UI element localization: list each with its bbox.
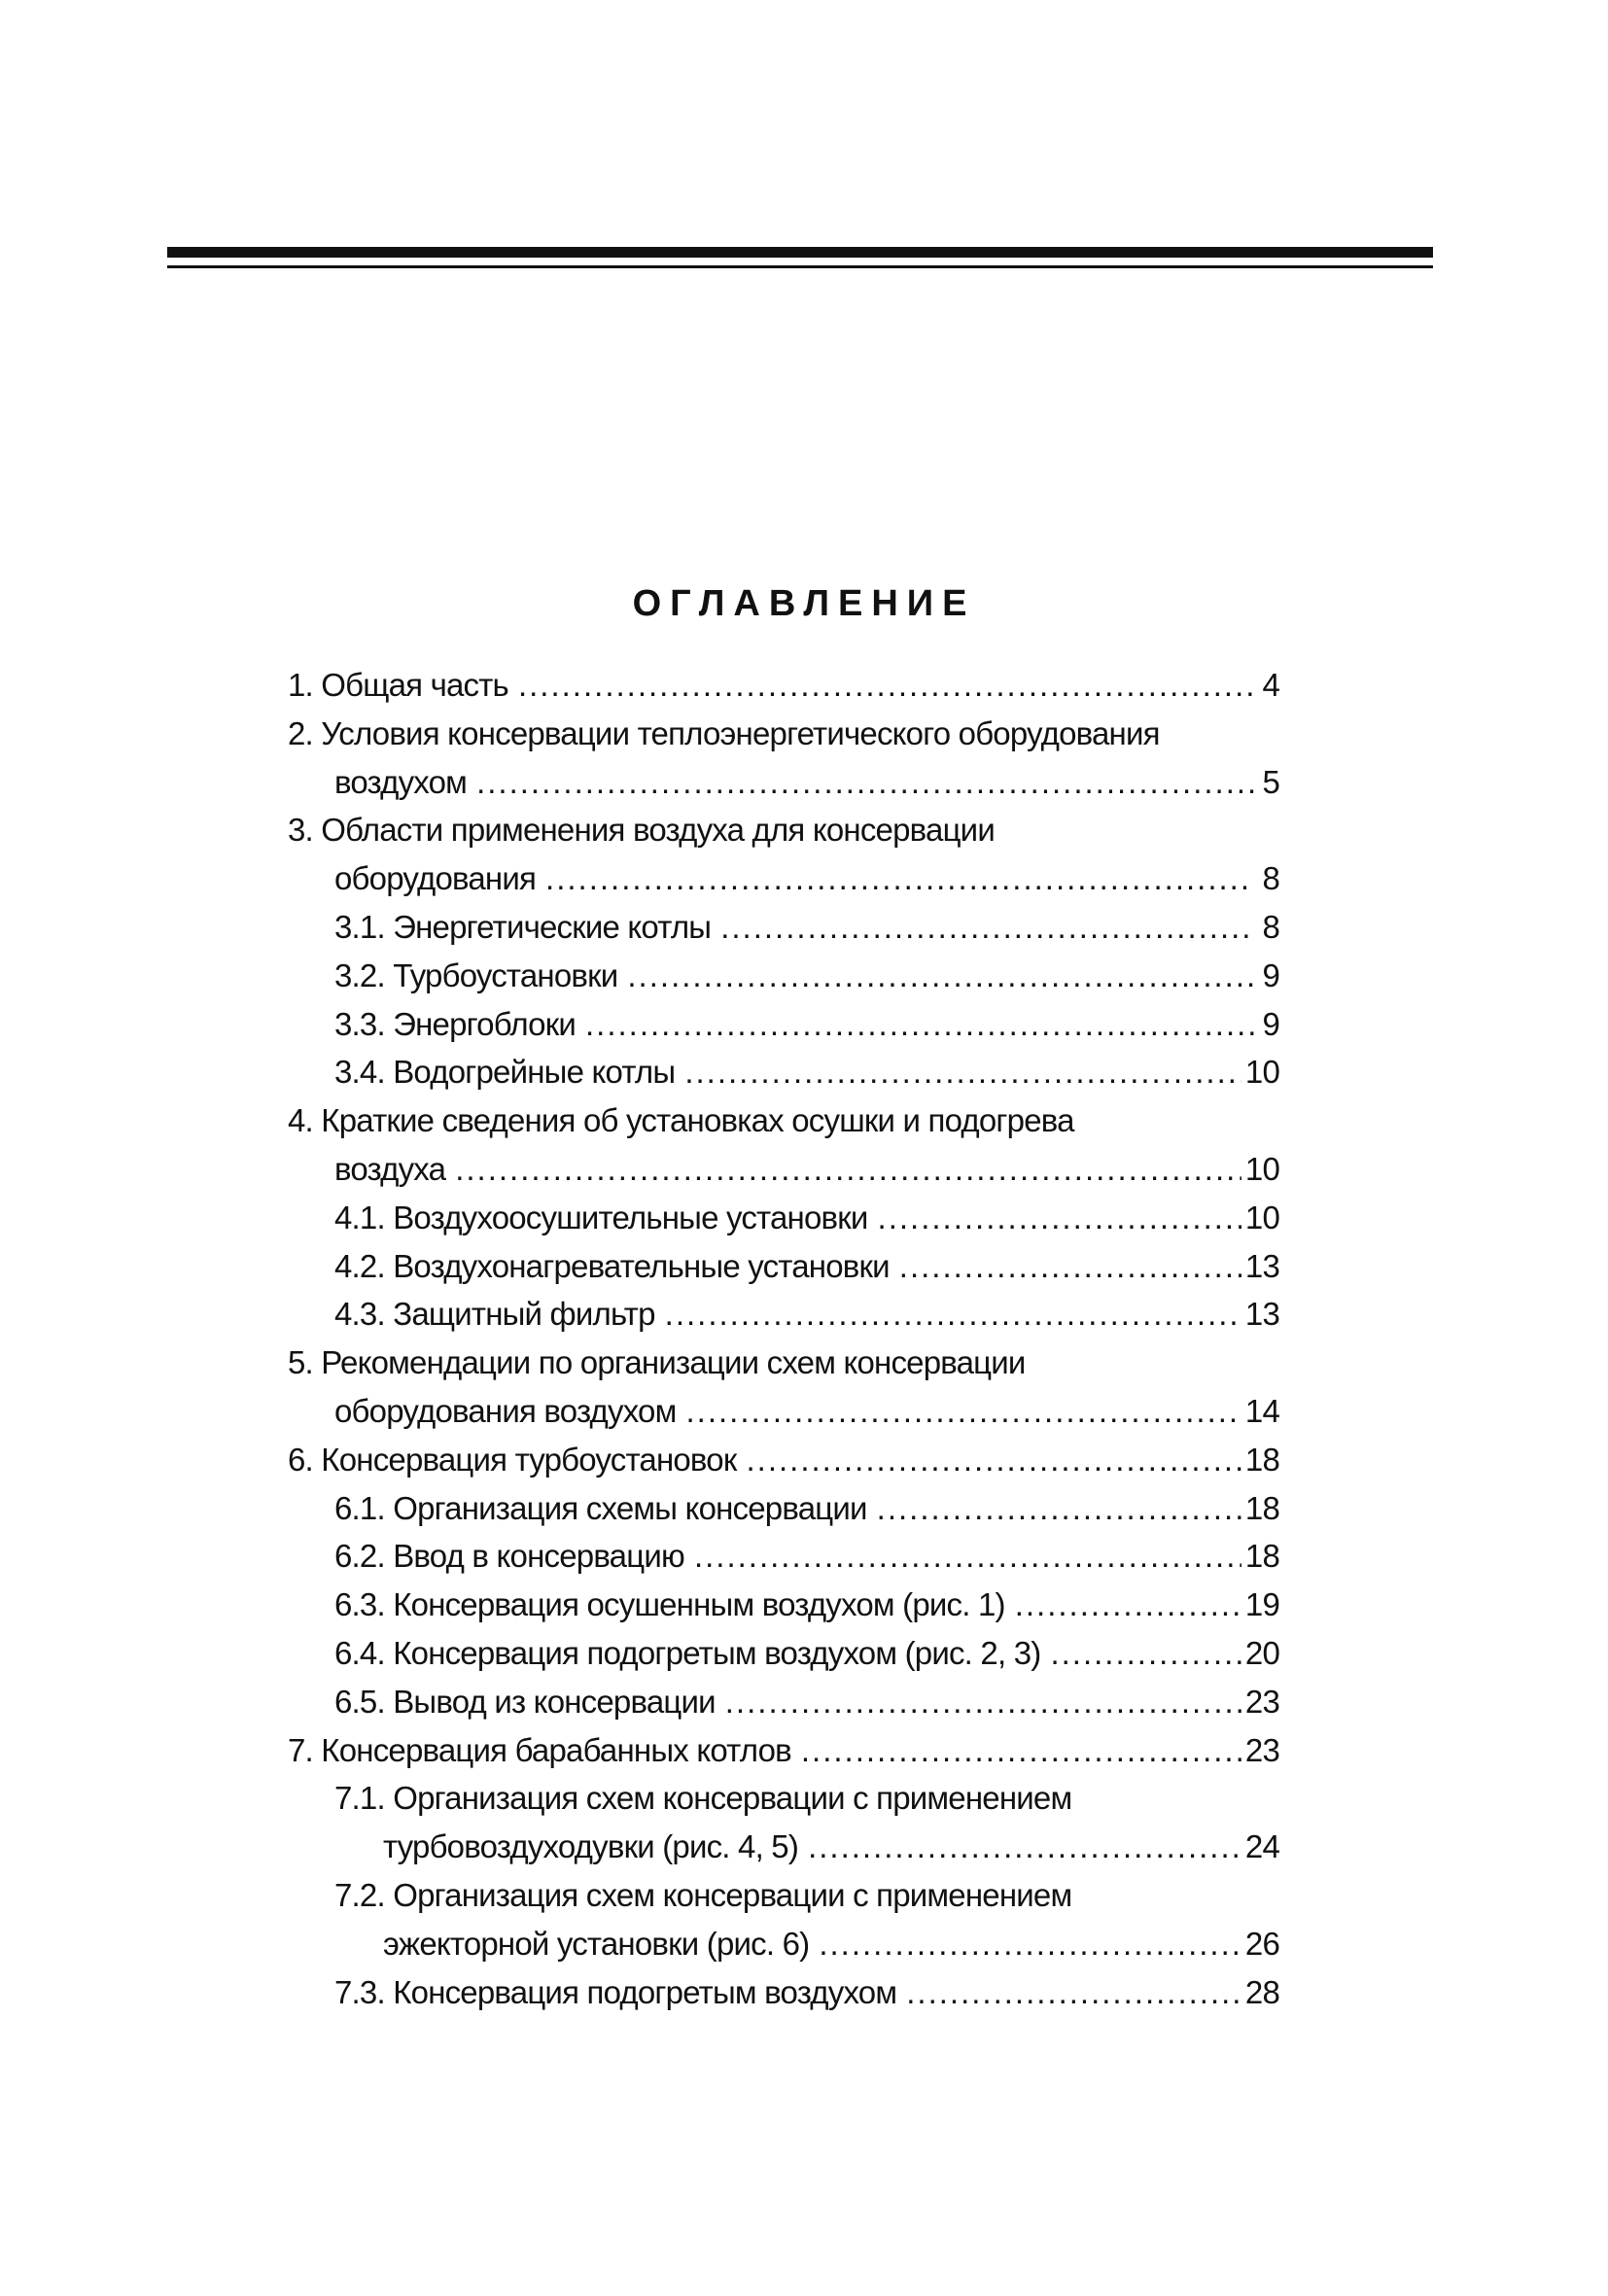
toc-entry-text: 7.3. Консервация подогретым воздухом — [334, 1973, 897, 2010]
toc-page-number: 8 — [1262, 908, 1279, 945]
toc-entry[interactable] — [288, 1145, 1279, 1194]
dot-leader — [1015, 1581, 1241, 1629]
dot-leader — [476, 758, 1254, 807]
toc-entry-text: эжекторной установки (рис. 6) — [383, 1925, 810, 1962]
toc-page-number: 19 — [1244, 1586, 1279, 1623]
page-title: ОГЛАВЛЕНИЕ — [632, 583, 976, 624]
toc-entry[interactable] — [288, 1096, 1279, 1145]
toc-entry-text: 6.2. Ввод в консервацию — [334, 1538, 684, 1575]
dot-leader — [665, 1290, 1241, 1339]
toc-entry[interactable] — [288, 758, 1279, 807]
dot-leader — [906, 1968, 1241, 2017]
toc-page-number: 14 — [1244, 1392, 1279, 1429]
toc-entry-text: 6.5. Вывод из консервации — [334, 1683, 716, 1720]
toc-entry[interactable] — [288, 1774, 1279, 1823]
toc-entry[interactable] — [288, 1484, 1279, 1533]
toc-entry[interactable] — [288, 710, 1279, 758]
toc-entry[interactable] — [288, 1194, 1279, 1242]
toc-page-number: 13 — [1244, 1247, 1279, 1284]
toc-entry-text: 4.3. Защитный фильтр — [334, 1296, 655, 1333]
toc-page-number: 28 — [1244, 1973, 1279, 2010]
toc-entry[interactable] — [288, 1968, 1279, 2017]
dot-leader — [585, 1000, 1254, 1049]
toc-page-number: 10 — [1244, 1150, 1279, 1187]
toc-entry[interactable] — [288, 952, 1279, 1000]
toc-entry-text: 3.2. Турбоустановки — [334, 957, 618, 993]
header-rule-thick — [167, 247, 1433, 258]
toc-entry-text: 5. Рекомендации по организации схем консервации — [288, 1344, 1026, 1381]
toc-entry[interactable] — [288, 1339, 1279, 1387]
dot-leader — [684, 1048, 1241, 1096]
dot-leader — [455, 1145, 1241, 1194]
dot-leader — [808, 1823, 1241, 1871]
toc-page-number: 18 — [1244, 1441, 1279, 1478]
toc-page-number: 10 — [1244, 1199, 1279, 1235]
toc-entry-text: оборудования — [334, 860, 537, 897]
header-rule-thin — [167, 265, 1433, 268]
toc-entry[interactable] — [288, 903, 1279, 952]
toc-page-number: 26 — [1244, 1925, 1279, 1962]
toc-page-number: 23 — [1244, 1683, 1279, 1720]
toc-entry[interactable] — [288, 1387, 1279, 1436]
toc-entry-text: воздуха — [334, 1150, 446, 1187]
toc-entry-text: 3. Области применения воздуха для консервации — [288, 812, 995, 849]
dot-leader — [899, 1242, 1241, 1291]
toc-page-number: 18 — [1244, 1538, 1279, 1575]
toc-page-number: 9 — [1262, 957, 1279, 993]
toc-entry-text: 7.1. Организация схем консервации с применением — [334, 1780, 1072, 1817]
toc-entry-text: 7.2. Организация схем консервации с применением — [334, 1876, 1072, 1913]
toc-page-number: 5 — [1262, 763, 1279, 800]
toc-page-number: 23 — [1244, 1731, 1279, 1768]
toc-entry-text: 3.3. Энергоблоки — [334, 1005, 576, 1042]
toc-page-number: 24 — [1244, 1828, 1279, 1865]
toc-page-number: 9 — [1262, 1005, 1279, 1042]
toc-entry[interactable] — [288, 1581, 1279, 1629]
toc-entry[interactable] — [288, 661, 1279, 710]
dot-leader — [694, 1532, 1241, 1581]
toc-entry[interactable] — [288, 854, 1279, 903]
toc-entry-text: 4.2. Воздухонагревательные установки — [334, 1247, 890, 1284]
toc-entry-text: 6. Консервация турбоустановок — [288, 1441, 737, 1478]
toc-entry-text: турбовоздуходувки (рис. 4, 5) — [383, 1828, 799, 1865]
toc-entry[interactable] — [288, 1532, 1279, 1581]
toc-entry-text: 6.3. Консервация осушенным воздухом (рис. 1) — [334, 1586, 1005, 1623]
toc-page-number: 10 — [1244, 1054, 1279, 1091]
dot-leader — [725, 1678, 1241, 1726]
toc-entry[interactable] — [288, 1242, 1279, 1291]
toc-entry-text: оборудования воздухом — [334, 1392, 677, 1429]
toc-entry-text: 6.4. Консервация подогретым воздухом (рис. 2, 3) — [334, 1634, 1041, 1671]
dot-leader — [877, 1484, 1241, 1533]
toc-entry[interactable] — [288, 1920, 1279, 1968]
toc-entry-text: 4. Краткие сведения об установках осушки и подогрева — [288, 1102, 1074, 1139]
dot-leader — [686, 1387, 1241, 1436]
toc-entry[interactable] — [288, 1629, 1279, 1678]
toc-entry[interactable] — [288, 1823, 1279, 1871]
dot-leader — [518, 661, 1254, 710]
toc-page-number: 8 — [1262, 860, 1279, 897]
toc-entry[interactable] — [288, 1871, 1279, 1920]
dot-leader — [627, 952, 1254, 1000]
table-of-contents — [288, 661, 1279, 2016]
dot-leader — [878, 1194, 1241, 1242]
toc-entry[interactable] — [288, 1726, 1279, 1775]
dot-leader — [819, 1920, 1241, 1968]
toc-entry-text: 3.4. Водогрейные котлы — [334, 1054, 676, 1091]
toc-page-number: 13 — [1244, 1296, 1279, 1333]
toc-entry-text: 2. Условия консервации теплоэнергетического оборудования — [288, 714, 1160, 751]
toc-entry[interactable] — [288, 1678, 1279, 1726]
toc-entry[interactable] — [288, 1290, 1279, 1339]
toc-entry-text: воздухом — [334, 763, 468, 800]
toc-entry[interactable] — [288, 806, 1279, 854]
toc-entry-text: 4.1. Воздухоосушительные установки — [334, 1199, 868, 1235]
toc-page-number: 18 — [1244, 1489, 1279, 1526]
toc-page-number: 20 — [1244, 1634, 1279, 1671]
toc-entry-text: 6.1. Организация схемы консервации — [334, 1489, 867, 1526]
toc-page-number: 4 — [1262, 667, 1279, 703]
toc-entry-text: 7. Консервация барабанных котлов — [288, 1731, 791, 1768]
toc-entry[interactable] — [288, 1436, 1279, 1484]
toc-entry-text: 3.1. Энергетические котлы — [334, 908, 712, 945]
dot-leader — [545, 854, 1254, 903]
dot-leader — [1050, 1629, 1241, 1678]
dot-leader — [747, 1436, 1241, 1484]
toc-entry[interactable] — [288, 1000, 1279, 1049]
toc-entry[interactable] — [288, 1048, 1279, 1096]
dot-leader — [801, 1726, 1241, 1775]
dot-leader — [720, 903, 1254, 952]
toc-entry-text: 1. Общая часть — [288, 667, 508, 703]
